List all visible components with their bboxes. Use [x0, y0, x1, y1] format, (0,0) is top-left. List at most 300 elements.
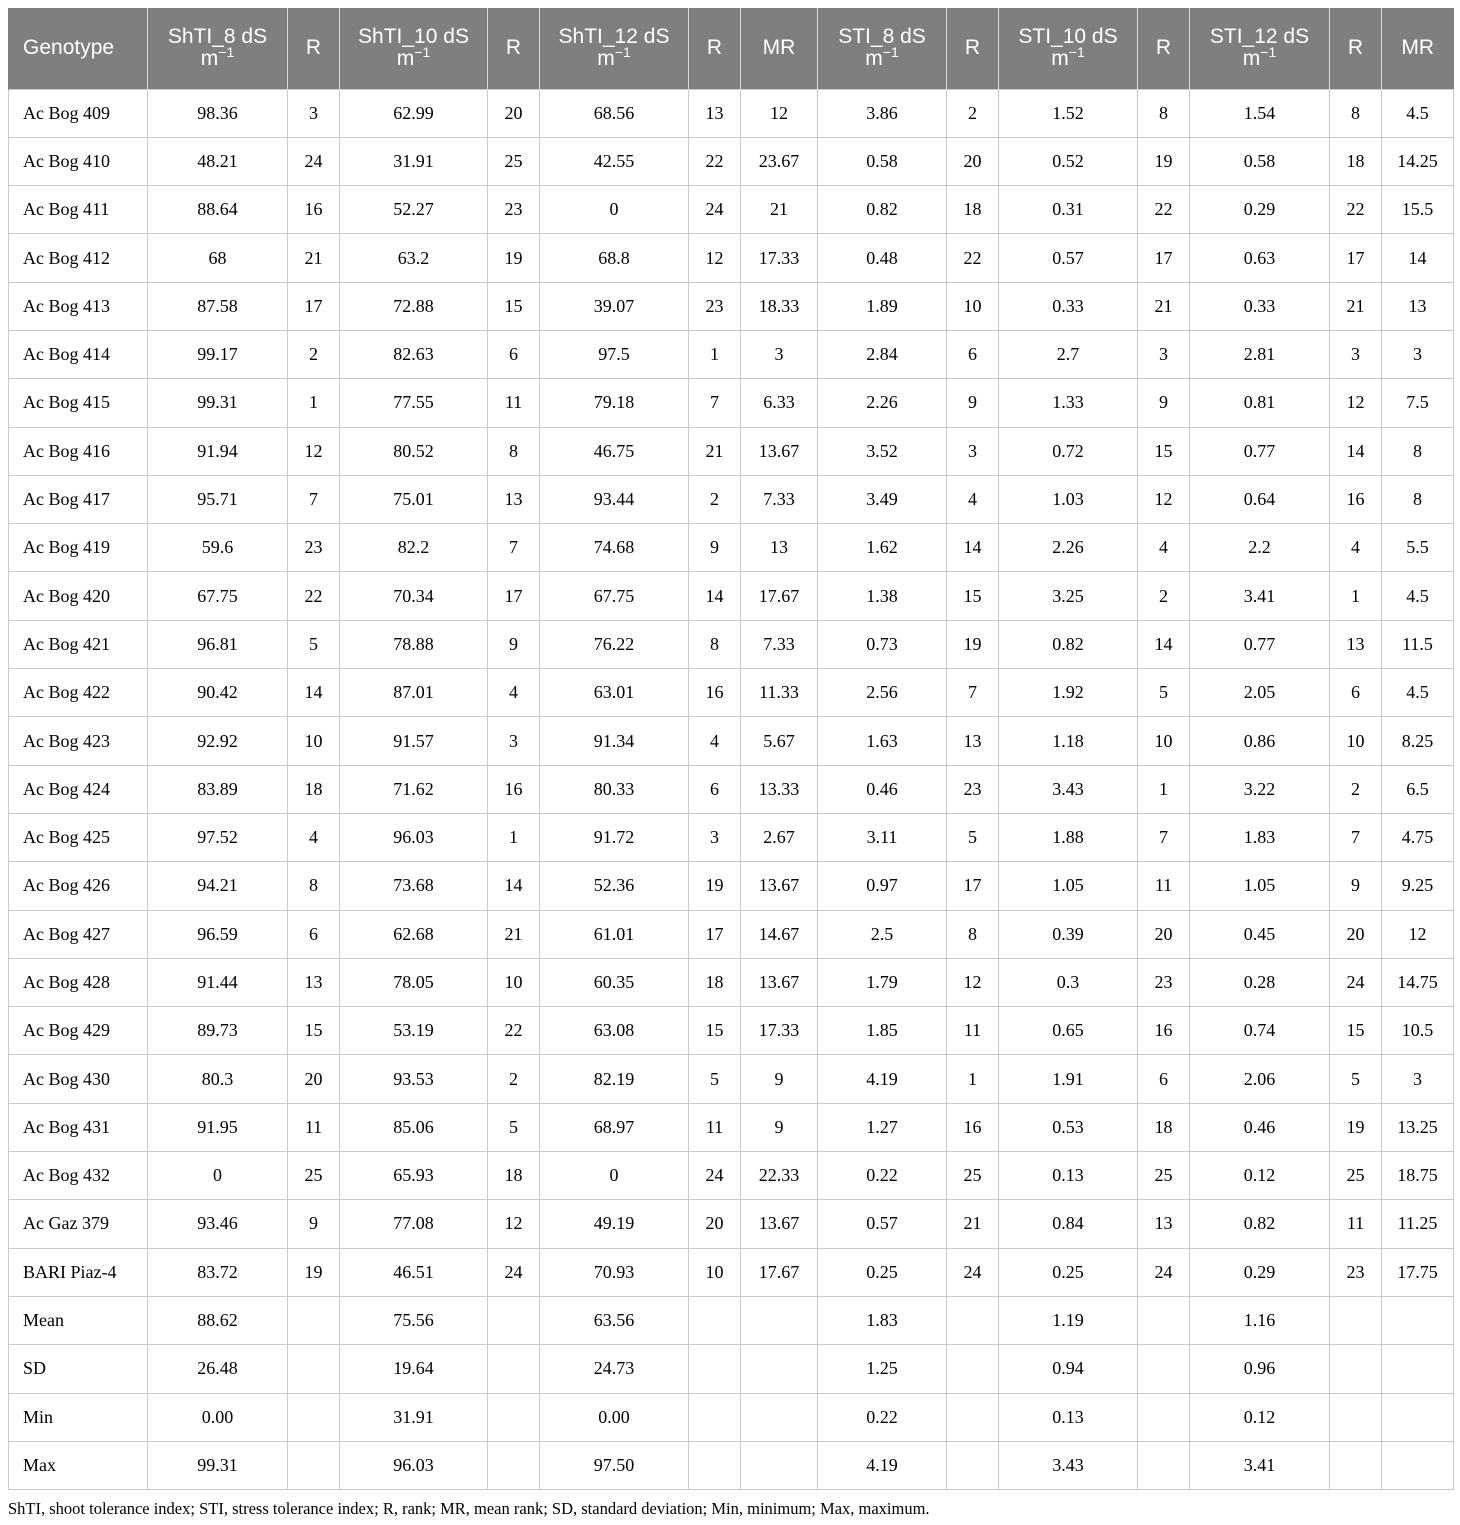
table-cell	[488, 1441, 540, 1489]
table-cell: 3.52	[818, 427, 947, 475]
row-label-cell: Ac Bog 421	[9, 620, 148, 668]
table-cell: 12	[488, 1200, 540, 1248]
table-cell: 0.82	[818, 186, 947, 234]
table-row	[9, 1345, 1454, 1393]
column-header-unit-exponent: −1	[1068, 44, 1085, 61]
table-cell: 0.33	[1190, 282, 1330, 330]
table-cell: 0.77	[1190, 427, 1330, 475]
table-cell	[1382, 1296, 1454, 1344]
table-cell: 23	[947, 765, 999, 813]
table-row	[9, 282, 1454, 330]
column-header-unit-exponent: −1	[614, 44, 631, 61]
table-cell: 70.93	[540, 1248, 689, 1296]
table-cell: 14.67	[741, 910, 818, 958]
table-cell: 7.5	[1382, 379, 1454, 427]
table-row	[9, 958, 1454, 1006]
table-cell: 74.68	[540, 524, 689, 572]
table-cell: 21	[689, 427, 741, 475]
table-cell: 2.56	[818, 669, 947, 717]
table-cell: 88.64	[148, 186, 288, 234]
table-cell: 13	[947, 717, 999, 765]
table-cell: 1.03	[999, 475, 1138, 523]
table-cell: 17.75	[1382, 1248, 1454, 1296]
table-cell: 21	[741, 186, 818, 234]
table-row	[9, 475, 1454, 523]
table-cell: 19	[488, 234, 540, 282]
table-cell: 4.5	[1382, 89, 1454, 137]
table-cell: 24	[689, 186, 741, 234]
table-cell: 68.97	[540, 1103, 689, 1151]
table-cell: 5	[488, 1103, 540, 1151]
table-cell: 93.46	[148, 1200, 288, 1248]
table-cell: 1	[689, 330, 741, 378]
table-cell	[947, 1393, 999, 1441]
table-cell: 8	[488, 427, 540, 475]
table-cell: 15	[1138, 427, 1190, 475]
table-cell: 6.5	[1382, 765, 1454, 813]
table-cell: 0.28	[1190, 958, 1330, 1006]
table-cell: 8	[689, 620, 741, 668]
table-cell: 11.33	[741, 669, 818, 717]
table-cell: 4.75	[1382, 813, 1454, 861]
table-cell: 8	[288, 862, 340, 910]
table-cell: 17	[689, 910, 741, 958]
table-cell: 88.62	[148, 1296, 288, 1344]
table-cell: 0	[148, 1152, 288, 1200]
table-cell: 3.41	[1190, 1441, 1330, 1489]
table-cell: 24	[488, 1248, 540, 1296]
table-cell: 87.01	[340, 669, 488, 717]
row-label-cell: Ac Bog 423	[9, 717, 148, 765]
table-cell: 0.53	[999, 1103, 1138, 1151]
column-header-label: ShTI_12	[558, 25, 638, 49]
table-row	[9, 572, 1454, 620]
table-cell: 16	[947, 1103, 999, 1151]
table-cell: 13	[288, 958, 340, 1006]
table-cell: 20	[947, 137, 999, 185]
table-cell: 7	[488, 524, 540, 572]
table-cell: 12	[741, 89, 818, 137]
table-cell: 17.67	[741, 572, 818, 620]
table-cell: 10	[1138, 717, 1190, 765]
table-cell: 16	[1330, 475, 1382, 523]
table-cell: 24	[1138, 1248, 1190, 1296]
table-cell: 0.22	[818, 1152, 947, 1200]
table-cell: 15.5	[1382, 186, 1454, 234]
column-header	[1330, 8, 1382, 89]
table-cell: 80.3	[148, 1055, 288, 1103]
column-header-unit: m	[1242, 47, 1261, 71]
table-cell: 46.75	[540, 427, 689, 475]
table-cell	[947, 1345, 999, 1393]
table-cell: 5	[947, 813, 999, 861]
table-cell	[947, 1296, 999, 1344]
table-cell: 99.31	[148, 1441, 288, 1489]
table-cell: 24	[1330, 958, 1382, 1006]
table-cell: 2.2	[1190, 524, 1330, 572]
table-cell: 18	[288, 765, 340, 813]
table-cell	[1330, 1345, 1382, 1393]
table-cell: 11	[288, 1103, 340, 1151]
table-cell: 7	[947, 669, 999, 717]
table-cell: 16	[488, 765, 540, 813]
table-cell: 3	[1382, 1055, 1454, 1103]
table-cell: 61.01	[540, 910, 689, 958]
table-cell	[288, 1296, 340, 1344]
table-cell: 6.33	[741, 379, 818, 427]
table-cell: 3	[689, 813, 741, 861]
table-cell: 80.52	[340, 427, 488, 475]
table-cell: 20	[689, 1200, 741, 1248]
table-cell: 1.16	[1190, 1296, 1330, 1344]
table-cell: 65.93	[340, 1152, 488, 1200]
table-cell: 0.57	[999, 234, 1138, 282]
column-header	[288, 8, 340, 89]
table-cell	[288, 1345, 340, 1393]
table-cell: 19	[288, 1248, 340, 1296]
table-cell: 70.34	[340, 572, 488, 620]
table-cell: 16	[1138, 1007, 1190, 1055]
table-cell: 62.99	[340, 89, 488, 137]
table-cell: 13	[1382, 282, 1454, 330]
table-cell: 19	[1138, 137, 1190, 185]
table-cell: 25	[1138, 1152, 1190, 1200]
table-cell: 60.35	[540, 958, 689, 1006]
table-cell: 11	[1138, 862, 1190, 910]
table-cell: 23	[288, 524, 340, 572]
table-cell: 22	[689, 137, 741, 185]
table-cell: 0.12	[1190, 1393, 1330, 1441]
table-cell: 22.33	[741, 1152, 818, 1200]
table-cell: 24.73	[540, 1345, 689, 1393]
column-header	[1382, 8, 1454, 89]
table-row	[9, 1055, 1454, 1103]
table-cell	[1138, 1296, 1190, 1344]
table-cell: 12	[689, 234, 741, 282]
column-header-unit: dS m	[597, 25, 670, 71]
column-header-label: R	[706, 36, 723, 60]
table-cell: 82.19	[540, 1055, 689, 1103]
row-label-cell: Ac Bog 428	[9, 958, 148, 1006]
table-cell: 11.25	[1382, 1200, 1454, 1248]
table-cell: 10	[288, 717, 340, 765]
row-label-cell: Ac Bog 411	[9, 186, 148, 234]
table-cell: 1.52	[999, 89, 1138, 137]
table-cell: 0.39	[999, 910, 1138, 958]
table-cell: 93.44	[540, 475, 689, 523]
table-footnote: ShTI, shoot tolerance index; STI, stress tolerance index; R, rank; MR, mean rank; SD, standard deviation; Min, minimum; Max, maximum.	[8, 1499, 930, 1518]
row-label-cell: Max	[9, 1441, 148, 1489]
table-container	[8, 8, 1453, 1490]
table-cell: 5.67	[741, 717, 818, 765]
row-label-cell: SD	[9, 1345, 148, 1393]
table-cell: 12	[1138, 475, 1190, 523]
table-row	[9, 1393, 1454, 1441]
table-cell: 1	[288, 379, 340, 427]
table-cell: 22	[947, 234, 999, 282]
table-cell: 13	[741, 524, 818, 572]
table-cell: 6	[288, 910, 340, 958]
table-cell: 14	[689, 572, 741, 620]
row-label-cell: Ac Bog 422	[9, 669, 148, 717]
table-cell: 3	[288, 89, 340, 137]
table-cell: 85.06	[340, 1103, 488, 1151]
table-cell: 17	[1330, 234, 1382, 282]
table-cell: 0.96	[1190, 1345, 1330, 1393]
column-header	[947, 8, 999, 89]
table-cell: 0.46	[1190, 1103, 1330, 1151]
table-cell: 0.57	[818, 1200, 947, 1248]
table-cell: 13.67	[741, 958, 818, 1006]
table-cell: 13	[1138, 1200, 1190, 1248]
table-cell: 23	[1138, 958, 1190, 1006]
table-cell: 0.63	[1190, 234, 1330, 282]
table-cell: 0.77	[1190, 620, 1330, 668]
table-cell: 3	[488, 717, 540, 765]
table-cell: 23	[689, 282, 741, 330]
table-cell: 3	[947, 427, 999, 475]
row-label-cell: Ac Bog 410	[9, 137, 148, 185]
table-cell: 20	[488, 89, 540, 137]
table-cell: 68.56	[540, 89, 689, 137]
table-cell: 22	[488, 1007, 540, 1055]
table-cell: 0	[540, 1152, 689, 1200]
table-cell: 17	[288, 282, 340, 330]
column-header	[1138, 8, 1190, 89]
table-cell: 4	[288, 813, 340, 861]
table-cell: 12	[1382, 910, 1454, 958]
column-header-unit: m	[200, 47, 219, 71]
table-cell: 18	[1330, 137, 1382, 185]
table-cell: 2	[1138, 572, 1190, 620]
table-cell: 4.19	[818, 1441, 947, 1489]
table-cell: 0.65	[999, 1007, 1138, 1055]
column-header-unit-exponent: −1	[882, 44, 899, 61]
table-cell: 19.64	[340, 1345, 488, 1393]
table-cell: 82.63	[340, 330, 488, 378]
table-cell: 46.51	[340, 1248, 488, 1296]
table-cell: 23	[1330, 1248, 1382, 1296]
table-cell: 9	[1138, 379, 1190, 427]
table-cell: 13.67	[741, 1200, 818, 1248]
table-cell: 6	[488, 330, 540, 378]
table-cell: 1.62	[818, 524, 947, 572]
table-cell: 0.64	[1190, 475, 1330, 523]
table-cell: 0.72	[999, 427, 1138, 475]
table-row	[9, 765, 1454, 813]
table-cell: 12	[1330, 379, 1382, 427]
table-cell: 75.56	[340, 1296, 488, 1344]
table-cell	[689, 1393, 741, 1441]
column-header-label: R	[1155, 36, 1172, 60]
column-header-label: R	[1347, 36, 1364, 60]
table-cell: 14	[1330, 427, 1382, 475]
table-cell: 97.50	[540, 1441, 689, 1489]
table-cell	[1330, 1441, 1382, 1489]
table-cell: 25	[488, 137, 540, 185]
table-cell: 91.57	[340, 717, 488, 765]
table-cell: 0	[540, 186, 689, 234]
row-label-cell: Ac Bog 424	[9, 765, 148, 813]
column-header	[689, 8, 741, 89]
table-cell: 0.86	[1190, 717, 1330, 765]
column-header-unit-exponent: −1	[414, 44, 431, 61]
table-cell	[689, 1296, 741, 1344]
table-cell: 16	[689, 669, 741, 717]
table-cell	[741, 1441, 818, 1489]
table-cell: 14.25	[1382, 137, 1454, 185]
column-header-unit: dS m	[396, 25, 469, 71]
table-cell: 15	[488, 282, 540, 330]
column-header	[9, 8, 148, 89]
table-cell: 2	[1330, 765, 1382, 813]
table-cell: 0.48	[818, 234, 947, 282]
table-row	[9, 717, 1454, 765]
data-table	[8, 8, 1454, 1490]
table-cell: 5.5	[1382, 524, 1454, 572]
table-cell	[1382, 1441, 1454, 1489]
table-cell: 13.25	[1382, 1103, 1454, 1151]
table-cell: 18	[947, 186, 999, 234]
table-cell: 11	[488, 379, 540, 427]
table-cell: 96.03	[340, 813, 488, 861]
table-row	[9, 1200, 1454, 1248]
table-cell: 1.83	[1190, 813, 1330, 861]
table-cell: 6	[689, 765, 741, 813]
table-cell: 21	[288, 234, 340, 282]
table-cell: 98.36	[148, 89, 288, 137]
table-cell: 91.72	[540, 813, 689, 861]
table-cell: 0.31	[999, 186, 1138, 234]
table-cell: 24	[288, 137, 340, 185]
table-cell: 5	[689, 1055, 741, 1103]
table-cell: 59.6	[148, 524, 288, 572]
row-label-cell: Ac Bog 413	[9, 282, 148, 330]
table-cell: 10	[1330, 717, 1382, 765]
table-cell: 39.07	[540, 282, 689, 330]
table-cell: 3	[1138, 330, 1190, 378]
table-row	[9, 1152, 1454, 1200]
table-row	[9, 379, 1454, 427]
table-cell: 94.21	[148, 862, 288, 910]
table-cell: 0.13	[999, 1393, 1138, 1441]
column-header	[540, 8, 689, 89]
table-cell: 78.88	[340, 620, 488, 668]
table-cell: 20	[1138, 910, 1190, 958]
table-cell: 9	[288, 1200, 340, 1248]
table-cell: 19	[689, 862, 741, 910]
table-cell	[689, 1441, 741, 1489]
table-cell: 89.73	[148, 1007, 288, 1055]
table-cell	[288, 1441, 340, 1489]
table-cell: 16	[288, 186, 340, 234]
table-cell: 1	[1138, 765, 1190, 813]
table-cell: 0.3	[999, 958, 1138, 1006]
table-cell: 2	[947, 89, 999, 137]
table-row	[9, 1103, 1454, 1151]
table-cell	[488, 1393, 540, 1441]
table-cell: 9.25	[1382, 862, 1454, 910]
table-cell: 18	[488, 1152, 540, 1200]
table-cell: 2.05	[1190, 669, 1330, 717]
table-cell	[1138, 1393, 1190, 1441]
table-cell: 1.27	[818, 1103, 947, 1151]
table-cell: 1.05	[1190, 862, 1330, 910]
row-label-cell: Ac Bog 409	[9, 89, 148, 137]
table-cell	[1382, 1393, 1454, 1441]
table-cell: 9	[1330, 862, 1382, 910]
table-cell: 2.26	[818, 379, 947, 427]
table-cell: 13	[488, 475, 540, 523]
table-cell: 99.17	[148, 330, 288, 378]
table-cell: 97.52	[148, 813, 288, 861]
row-label-cell: Ac Bog 426	[9, 862, 148, 910]
table-row	[9, 669, 1454, 717]
table-cell	[1330, 1393, 1382, 1441]
row-label-cell: Min	[9, 1393, 148, 1441]
table-cell: 76.22	[540, 620, 689, 668]
table-cell: 83.89	[148, 765, 288, 813]
table-cell: 42.55	[540, 137, 689, 185]
table-cell	[741, 1393, 818, 1441]
table-cell: 77.55	[340, 379, 488, 427]
table-cell: 6	[1138, 1055, 1190, 1103]
column-header-unit-exponent: −1	[218, 44, 235, 61]
table-cell: 8	[1382, 427, 1454, 475]
table-cell: 11.5	[1382, 620, 1454, 668]
table-cell: 52.27	[340, 186, 488, 234]
table-cell: 24	[947, 1248, 999, 1296]
table-cell: 91.44	[148, 958, 288, 1006]
table-cell: 5	[288, 620, 340, 668]
table-cell: 91.95	[148, 1103, 288, 1151]
table-cell: 4.5	[1382, 669, 1454, 717]
table-cell: 71.62	[340, 765, 488, 813]
table-cell: 1.38	[818, 572, 947, 620]
table-cell: 49.19	[540, 1200, 689, 1248]
table-cell: 1.18	[999, 717, 1138, 765]
table-cell: 1.85	[818, 1007, 947, 1055]
row-label-cell: Ac Bog 419	[9, 524, 148, 572]
table-cell: 17	[488, 572, 540, 620]
table-cell: 0.45	[1190, 910, 1330, 958]
column-header	[1190, 8, 1330, 89]
table-cell: 19	[1330, 1103, 1382, 1151]
table-cell: 8	[1330, 89, 1382, 137]
table-cell: 1.63	[818, 717, 947, 765]
table-cell: 77.08	[340, 1200, 488, 1248]
table-cell: 96.03	[340, 1441, 488, 1489]
table-cell: 18	[1138, 1103, 1190, 1151]
table-cell	[689, 1345, 741, 1393]
row-label-cell: Ac Bog 432	[9, 1152, 148, 1200]
table-cell: 62.68	[340, 910, 488, 958]
table-cell: 68	[148, 234, 288, 282]
table-row	[9, 234, 1454, 282]
column-header-label: R	[305, 36, 322, 60]
table-cell: 0.29	[1190, 1248, 1330, 1296]
column-header	[999, 8, 1138, 89]
row-label-cell: Ac Bog 414	[9, 330, 148, 378]
table-cell: 3.22	[1190, 765, 1330, 813]
table-cell: 10	[689, 1248, 741, 1296]
table-cell: 1.54	[1190, 89, 1330, 137]
table-row	[9, 1248, 1454, 1296]
table-cell: 5	[1138, 669, 1190, 717]
table-row	[9, 813, 1454, 861]
table-cell: 4	[689, 717, 741, 765]
table-row	[9, 330, 1454, 378]
